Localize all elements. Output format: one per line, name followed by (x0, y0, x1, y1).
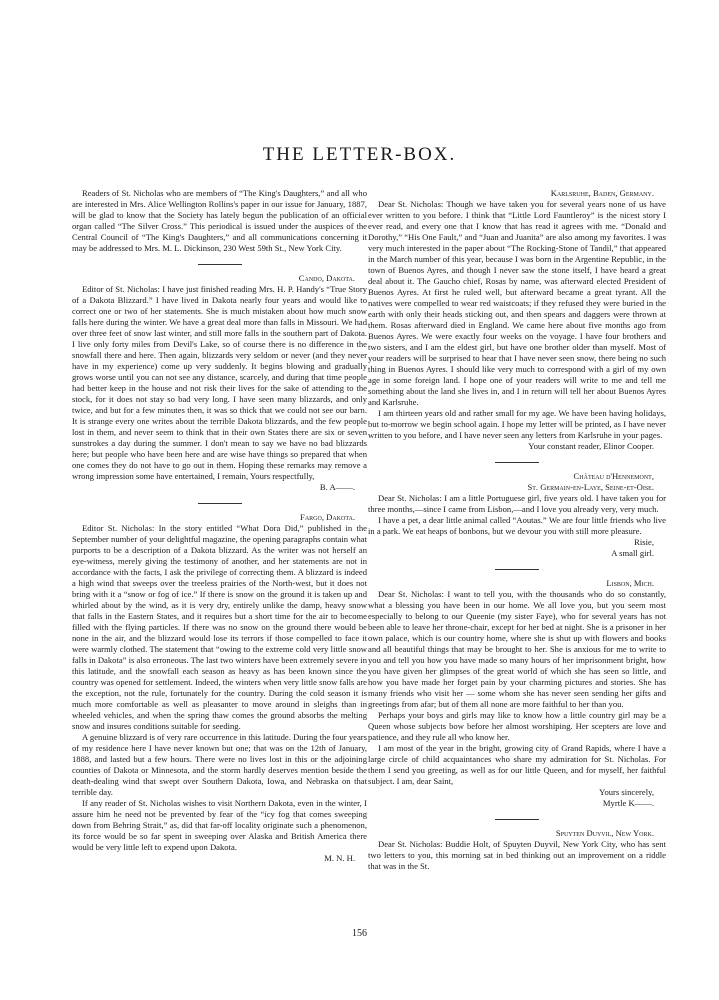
letter-body: Editor of St. Nicholas: I have just finished reading Mrs. H. P. Handy's “True Story of a Dakota Blizzard.” I have lived in Dakota nearly four years and would like to correct one or two of her statements. She is much mistaken about how much snow falls here during the winter. We have a great deal more than falls in Missouri. We had over three feet of snow last winter, and still more falls in the southern part of Dakota. I live only forty miles from Devil's Lake, so of course there is no difference in the snowfall there and here. Then again, blizzards very seldom or never (and they never have in my experience) come up very suddenly. It begins blowing and gradually grows worse until you can not see any distance, scarcely, and during that time people had better keep in the house and not risk their lives for the sake of attending to the stock, for it does not stay so bad very long. I have seen many blizzards, and only twice, and but for a few minutes then, it was so thick that we could not see our barn. It is strange every one writes about the terrible Dakota blizzards, and the few people lost in them, and never seem to think that in their own States there are six or seven sunstrokes a day during the summer. I don't mean to say we have no bad blizzards here; but people who have been here and are wise have things so prepared that when one comes they do not have to go out in them. Hoping these remarks may remove a wrong impression some have entertained, I remain, Yours respectfully, (72, 284, 367, 481)
letter-signature: Your constant reader, Elinor Cooper. (528, 441, 654, 451)
editorial-notice: Readers of St. Nicholas who are members of “The King's Daughters,” and all who are interested in Mrs. Alice Wellington Rollins's paper in our issue for January, 1887, will be glad to know that the Society has lately begun the publication of an official organ called “The Silver Cross.” This periodical is issued under the auspices of the Central Council of “The King's Daughters,” and all communications concerning it may be addressed to Mrs. M. L. Dickinson, 230 West 59th St., New York City. (72, 188, 367, 253)
letter-dateline: St. Germain-en-Laye, Seine-et-Oise. (527, 482, 654, 492)
letter-body: If any reader of St. Nicholas wishes to visit Northern Dakota, even in the winter, I assure him he need not be prevented by fear of the “icy fog that comes sweeping down from Behring Strait,” as, did that far-off locality originate such a phenomenon, its force would be so far spent in sweeping over Alaska and British America there would be very little left to expend upon Dakota. (72, 798, 367, 852)
letter-dateline: Fargo, Dakota. (300, 512, 355, 522)
letter-body: I have a pet, a dear little animal called “Aoutas.” We are four little friends who live in a park. We eat heaps of bonbons, but we devour you with still more pleasure. (368, 515, 666, 536)
divider (495, 819, 539, 820)
letter-body: I am most of the year in the bright, growing city of Grand Rapids, where I have a large circle of child acquaintances who share my admiration for St. Nicholas. For them I send you greeting, as well as for our little Queen, and for myself, her faithful subject. I am, dear Saint, (368, 743, 666, 786)
right-column (368, 188, 666, 872)
page-number: 156 (352, 928, 367, 939)
left-column (72, 188, 367, 864)
letter-dateline: Lisbon, Mich. (606, 578, 654, 588)
letter-body: A genuine blizzard is of very rare occurrence in this latitude. During the four years of my residence here I have never known but one; that was on the 12th of January, 1888, and lasted but a few hours. There were no lives lost in this or the adjoining counties of Dakota or Minnesota, and the storm hardly deserves mention beside the death-dealing wind that swept over Southern Dakota, Iowa, and Nebraska on that terrible day. (72, 732, 367, 797)
letter-signature: B. A——. (319, 482, 355, 492)
divider (198, 503, 242, 504)
letter-signature: Yours sincerely, (599, 787, 654, 797)
letter-dateline: Cando, Dakota. (298, 273, 355, 283)
letter-dateline: Karlsruhe, Baden, Germany. (550, 188, 654, 198)
letter-body: Perhaps your boys and girls may like to know how a little country girl may be a Queen whose subjects bow before her almost worshiping. Her scepters are love and patience, and they rule all who know her. (368, 710, 666, 742)
letter-dateline: Spuyten Duyvil, New York. (555, 828, 654, 838)
letter-body: I am thirteen years old and rather small for my age. We have been having holidays, but to-morrow we begin school again. I hope my letter will be printed, as I have never written to you before, and I have never seen any letters from Karlsruhe in your pages. (368, 408, 666, 440)
letter-signature: A small girl. (611, 548, 654, 558)
divider (495, 569, 539, 570)
letter-signature: M. N. H. (324, 853, 355, 863)
divider (495, 462, 539, 463)
divider (198, 264, 242, 265)
letter-body: Dear St. Nicholas: Buddie Holt, of Spuyten Duyvil, New York City, who has sent two letters to you, this morning sat in bed thinking out an improvement on a riddle that was in the St. (368, 839, 666, 871)
letter-dateline: Château d'Hennemont, (573, 471, 654, 481)
letter-signature: Risie, (634, 537, 654, 547)
letter-signature: Myrtle K——. (602, 798, 654, 808)
letter-body: Dear St. Nicholas: Though we have taken you for several years none of us have ever written to you before. I think that “Little Lord Fauntleroy” is the nicest story I ever read, and every one that I know that has read it agrees with me. “Donald and Dorothy,” “His One Fault,” and “Juan and Juanita” are also among my favorites. I was very much interested in the paper about “The Rocking-Stone of Tandil,” that appeared in the March number of this year, because I was born in the Argentine Republic, in the town of Buenos Ayres, and though I never saw the stone itself, I have heard a great deal about it. The Gaucho chief, Rosas by name, was afterward elected President of Buenos Ayres. At first he ruled well, but afterward became a great tyrant. All the natives were compelled to wear red waistcoats; if they refused they were buried in the earth with only their heads sticking out, and then spears and daggers were thrown at them. Rosas afterward died in England. We came here about five months ago from Buenos Ayres. We were exactly four weeks on the voyage. I have four brothers and two sisters, and I am the eldest girl, but have one brother older than myself. Most of your readers will be surprised to hear that I have never seen snow, there being no such thing in Buenos Ayres. I should like very much to correspond with a girl of my own age in some foreign land. I hope one of your readers will write to me and tell me something about the land she lives in, and I in return will tell her about Buenos Ayres and Karlsruhe. (368, 199, 666, 407)
letter-body: Dear St. Nicholas: I want to tell you, with the thousands who do so constantly, what a blessing you have been in our home. We all love you, but you seem most especially to belong to our Queenie (my sister Faye), who for several years has not been able to leave her throne-chair, except for her bed at night. She is a prisoner in her own palace, which is our country home, where she is shut up with flowers and books and all beautiful things that may be brought to her. She is anxious for me to write to you and tell you how you have made so many hours of her imprisonment bright, how you have given her glimpses of the great world of which she has seen so little, and how you have made her forget pain by your charming pictures and stories. She has many friends who visit her — some whom she has never seen sending her gifts and greetings from afar; but of them all none are more faithful to her than you. (368, 589, 666, 709)
letter-body: Dear St. Nicholas: I am a little Portuguese girl, five years old. I have taken you for three months,—since I came from Lisbon,—and I love you already very, very much. (368, 493, 666, 514)
page-title: THE LETTER-BOX. (262, 144, 457, 165)
letter-body: Editor St. Nicholas: In the story entitled “What Dora Did,” published in the September number of your delightful magazine, the opening paragraphs contain what purports to be a description of a Dakota blizzard. As the writer was not herself an eye-witness, merely giving the testimony of another, and her statements are not in accordance with the facts, I ask the privilege of correcting them. A blizzard is indeed a high wind that sweeps over the treeless prairies of the North-west, but it does not bring with it a “snow or fog of ice.” If there is snow on the ground it is taken up and whirled about by the wind, as it is very dry, entirely unlike the damp, heavy snow that falls in the Eastern States, and it requires but a short time for the air to become filled with the flying particles. If there was no snow on the ground there would be none in the air, and the blizzard would lose its terrors if those compelled to face it were warmly clothed. The statement that “owing to the extreme cold very little snow falls in Dakota” is also erroneous. The last two winters have been extremely severe in this latitude, and the snowfall each season as heavy as has been known since the country was opened for settlement. Indeed, the winters when very little snow falls are the exception, not the rule, fortunately for the country. During the cold season it is much more comfortable as well as pleasanter to move around in sleighs than in wheeled vehicles, and when the spring thaw comes the ground absorbs the melting snow and insures conditions suitable for seeding. (72, 523, 367, 731)
